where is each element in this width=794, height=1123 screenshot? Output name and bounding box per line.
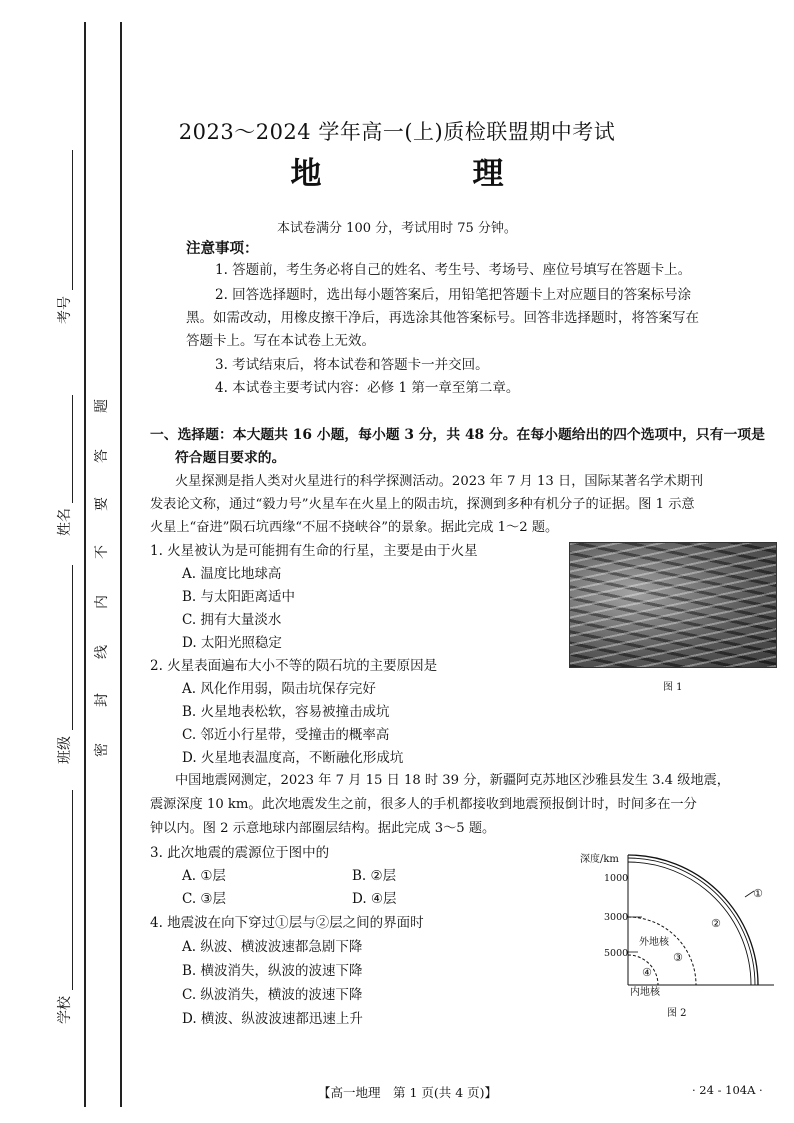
- option: C. 邻近小行星带，受撞击的概率高: [182, 727, 390, 743]
- question-stem: 4. 地震波在向下穿过①层与②层之间的界面时: [150, 915, 424, 931]
- seal-char: 线: [94, 645, 110, 659]
- field-label-class: 班级: [57, 736, 73, 764]
- field-label-school: 学校: [57, 996, 73, 1024]
- option: B. 与太阳距离适中: [182, 589, 296, 605]
- earth-interior-diagram: [574, 845, 784, 1005]
- option: B. 火星地表松软，容易被撞击成坑: [182, 704, 390, 720]
- notice-heading: 注意事项：: [186, 240, 259, 257]
- question-stem: 1. 火星被认为是可能拥有生命的行星，主要是由于火星: [150, 543, 478, 559]
- option: A. ①层: [182, 868, 226, 884]
- mars-canyon-photo: [569, 542, 777, 668]
- field-line-class: [72, 565, 73, 730]
- section-heading: 一、选择题：本大题共 16 小题，每小题 3 分，共 48 分。在每小题给出的四个选项中，只有一项是: [150, 427, 765, 443]
- option: C. ③层: [182, 891, 227, 907]
- field-label-name: 姓名: [57, 508, 73, 536]
- exam-title: 2023～2024 学年高一(上)质检联盟期中考试: [178, 120, 616, 144]
- option: A. 风化作用弱，陨击坑保存完好: [182, 681, 376, 697]
- notice-item: 4. 本试卷主要考试内容：必修 1 第一章至第二章。: [215, 380, 520, 396]
- passage-line: 发表论文称，通过“毅力号”火星车在火星上的陨击坑，探测到多种有机分子的证据。图 1 示意: [150, 497, 695, 512]
- seal-char: 要: [94, 497, 110, 511]
- inner-core-label: 内地核: [630, 987, 660, 998]
- question-stem: 2. 火星表面遍布大小不等的陨石坑的主要原因是: [150, 658, 438, 674]
- page-footer: 【高一地理 第 1 页(共 4 页)】: [318, 1085, 498, 1100]
- depth-tick: 3000: [604, 912, 629, 923]
- option: D. 火星地表温度高，不断融化形成坑: [182, 750, 404, 766]
- figure-2-caption: 图 2: [667, 1008, 687, 1019]
- option: C. 拥有大量淡水: [182, 612, 282, 628]
- option: B. ②层: [352, 868, 397, 884]
- option: D. 横波、纵波波速都迅速上升: [182, 1011, 363, 1027]
- figure-1-caption: 图 1: [663, 682, 683, 693]
- depth-axis-label: 深度/km: [580, 854, 619, 865]
- question-stem: 3. 此次地震的震源位于图中的: [150, 845, 330, 861]
- option: A. 纵波、横波波速都急剧下降: [182, 939, 363, 955]
- passage-line: 中国地震网测定，2023 年 7 月 15 日 18 时 39 分，新疆阿克苏地区沙雅县发生 3.4 级地震，: [175, 773, 730, 788]
- passage-line: 火星上“奋进”陨石坑西缘“不屈不挠峡谷”的景象。据此完成 1～2 题。: [150, 520, 559, 535]
- notice-item: 1. 答题前，考生务必将自己的姓名、考生号、考场号、座位号填写在答题卡上。: [215, 262, 692, 278]
- seal-char: 密: [94, 743, 110, 757]
- notice-item: 黑。如需改动，用橡皮擦干净后，再选涂其他答案标号。回答非选择题时，将答案写在: [186, 310, 699, 326]
- option: B. 横波消失，纵波的波速下降: [182, 963, 363, 979]
- seal-char: 答: [94, 449, 110, 463]
- notice-item: 2. 回答选择题时，选出每小题答案后，用铅笔把答题卡上对应题目的答案标号涂: [215, 287, 692, 303]
- option: A. 温度比地球高: [182, 566, 282, 582]
- layer-label-4: ④: [642, 966, 652, 979]
- passage-line: 钟以内。图 2 示意地球内部圈层结构。据此完成 3～5 题。: [150, 821, 496, 836]
- notice-item: 答题卡上。写在本试卷上无效。: [186, 333, 375, 349]
- depth-tick: 1000: [604, 873, 629, 884]
- seal-char: 题: [94, 399, 110, 413]
- passage-line: 震源深度 10 km。此次地震发生之前，很多人的手机都接收到地震预报倒计时，时间多在一分: [150, 797, 697, 812]
- layer-label-2: ②: [711, 917, 721, 930]
- field-label-exam-number: 考号: [57, 296, 73, 324]
- score-note: 本试卷满分 100 分，考试用时 75 分钟。: [277, 221, 517, 236]
- depth-tick: 5000: [604, 948, 629, 959]
- option: D. ④层: [352, 891, 397, 907]
- outer-core-label: 外地核: [639, 937, 669, 948]
- notice-item: 3. 考试结束后，将本试卷和答题卡一并交回。: [215, 357, 489, 373]
- subject-title: 地 理: [290, 156, 564, 192]
- option: D. 太阳光照稳定: [182, 635, 282, 651]
- paper-code: · 24 - 104A ·: [692, 1083, 763, 1097]
- field-line-school: [72, 790, 73, 990]
- section-heading-cont: 符合题目要求的。: [175, 450, 286, 466]
- layer-label-3: ③: [673, 951, 683, 964]
- seal-char: 内: [94, 595, 110, 609]
- passage-line: 火星探测是指人类对火星进行的科学探测活动。2023 年 7 月 13 日，国际某著名学术期刊: [175, 474, 704, 489]
- field-line-name: [72, 395, 73, 503]
- seal-char: 不: [94, 545, 110, 559]
- layer-label-1: ①: [753, 887, 763, 900]
- option: C. 纵波消失，横波的波速下降: [182, 987, 363, 1003]
- seal-char: 封: [94, 693, 110, 707]
